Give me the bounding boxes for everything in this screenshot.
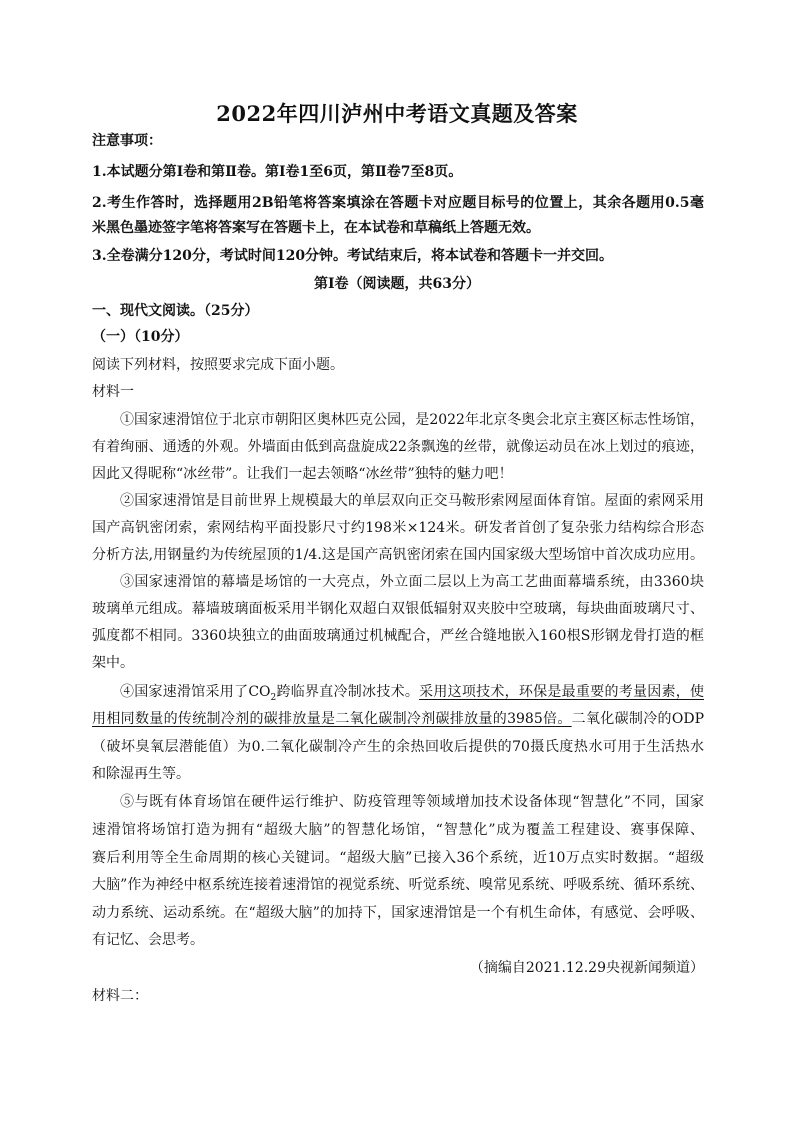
paragraph-4-text-b: 跨临界直冷制冰技术。: [276, 684, 420, 700]
notice-item-1: 1.本试题分第Ⅰ卷和第Ⅱ卷。第Ⅰ卷1至6页，第Ⅱ卷7至8页。: [92, 164, 463, 180]
paragraph-4-line-2: [92, 709, 704, 729]
underlined-sentence-part-2: 用相同数量的传统制冷剂的碳排放量是二氧化碳制冷剂碳排放量的3985倍。: [92, 711, 572, 727]
paragraph-4-line-3: （破坏臭氧层潜能值）为0.二氧化碳制冷产生的余热回收后提供的70摄氏度热水可用于生活热水: [92, 739, 704, 755]
co2-subscript: 2: [270, 692, 277, 703]
volume-heading: 第Ⅰ卷（阅读题，共63分）: [313, 276, 481, 292]
part-1-heading: （一）（10分）: [92, 329, 189, 345]
paragraph-5-line-3: 赛后利用等全生命周期的核心关键词。“超级大脑”已接入36个系统，近10万点实时数据。“超级: [92, 850, 704, 866]
paragraph-5-line-1: ⑤与既有体育场馆在硬件运行维护、防疫管理等领域增加技术设备体现“智慧化”不同，国家: [120, 794, 704, 810]
material-2-label: 材料二：: [92, 988, 148, 1004]
paragraph-4-line-1: [120, 682, 704, 702]
paragraph-1-line-1: ①国家速滑馆位于北京市朝阳区奥林匹克公园，是2022年北京冬奥会北京主赛区标志性场馆，: [120, 412, 704, 428]
paragraph-4-text-a: ④国家速滑馆采用了CO: [120, 684, 271, 700]
notice-item-3: 3.全卷满分120分，考试时间120分钟。考试结束后，将本试卷和答题卡一并交回。: [92, 248, 614, 264]
notice-heading: 注意事项：: [92, 133, 162, 149]
notice-item-2-line-1: 2.考生作答时，选择题用2B铅笔将答案填涂在答题卡对应题目标号的位置上，其余各题用0.5毫: [92, 195, 704, 211]
paragraph-3-line-2: 玻璃单元组成。幕墙玻璃面板采用半钢化双超白双银低辐射双夹胶中空玻璃，每块曲面玻璃尺寸、: [92, 601, 704, 617]
paragraph-1-line-2: 有着绚丽、通透的外观。外墙面由低到高盘旋成22条飘逸的丝带，就像运动员在冰上划过的痕迹，: [92, 439, 704, 455]
paragraph-5-line-4: 大脑”作为神经中枢系统连接着速滑馆的视觉系统、听觉系统、嗅常见系统、呼吸系统、循环系统、: [92, 877, 704, 893]
material-1-label: 材料一: [92, 384, 134, 400]
paragraph-5-line-6: 有记忆、会思考。: [92, 932, 204, 948]
source-citation: （摘编自2021.12.29央视新闻频道）: [469, 960, 704, 976]
paragraph-3-line-4: 架中。: [92, 655, 134, 671]
paragraph-2-line-2: 国产高钒密闭索，索网结构平面投影尺寸约198米×124米。研发者首创了复杂张力结构综合形态: [92, 520, 704, 536]
underlined-sentence-part-1: 采用这项技术，环保是最重要的考量因素，使: [419, 684, 704, 700]
paragraph-5-line-2: 速滑馆将场馆打造为拥有“超级大脑”的智慧化场馆，“智慧化”成为覆盖工程建设、赛事保障、: [92, 822, 704, 838]
paragraph-4-text-c: 二氧化碳制冷的ODP: [571, 711, 704, 727]
notice-item-2-line-2: 米黑色墨迹签字笔将答案写在答题卡上，在本试卷和草稿纸上答题无效。: [92, 220, 540, 236]
document-title: 2022年四川泸州中考语文真题及答案: [216, 101, 578, 126]
reading-instruction: 阅读下列材料，按照要求完成下面小题。: [92, 357, 344, 373]
paragraph-2-line-1: ②国家速滑馆是目前世界上规模最大的单层双向正交马鞍形索网屋面体育馆。屋面的索网采用: [120, 493, 704, 509]
section-1-heading: 一、现代文阅读。（25分）: [92, 303, 259, 319]
paragraph-4-line-4: 和除湿再生等。: [92, 766, 190, 782]
paragraph-3-line-3: 弧度都不相同。3360块独立的曲面玻璃通过机械配合，严丝合缝地嵌入160根S形钢龙骨打造的框: [92, 628, 704, 644]
paragraph-5-line-5: 动力系统、运动系统。在“超级大脑”的加持下，国家速滑馆是一个有机生命体，有感觉、会呼吸、: [92, 905, 704, 921]
paragraph-3-line-1: ③国家速滑馆的幕墙是场馆的一大亮点，外立面二层以上为高工艺曲面幕墙系统，由3360块: [120, 574, 704, 590]
paragraph-2-line-3: 分析方法,用钢量约为传统屋顶的1/4.这是国产高钒密闭索在国内国家级大型场馆中首次成功应用。: [92, 547, 704, 563]
paragraph-1-line-3: 因此又得昵称“冰丝带”。让我们一起去领略“冰丝带”独特的魅力吧！: [92, 466, 513, 482]
